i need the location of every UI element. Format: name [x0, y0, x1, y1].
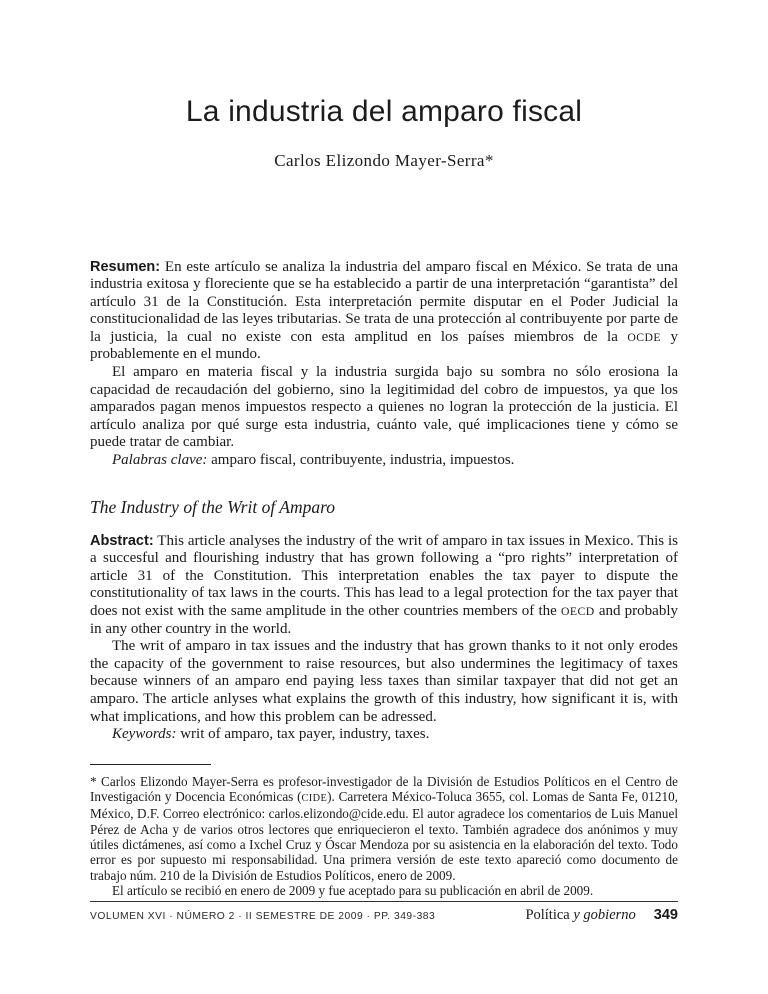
page-number: 349	[653, 907, 678, 923]
article-title: La industria del amparo fiscal	[185, 95, 583, 128]
journal-name-roman: Política	[525, 907, 570, 923]
keywords-line	[90, 726, 678, 744]
page-footer	[90, 901, 678, 924]
palabras-clave-text: amparo fiscal, contribuyente, industria, impuestos.	[207, 452, 515, 469]
resumen-paragraph-1	[90, 259, 678, 365]
resumen-label: Resumen:	[90, 258, 161, 275]
ocde-smallcaps: OCDE	[627, 330, 662, 344]
journal-name-italic: y gobierno	[569, 907, 636, 923]
footer-rule	[90, 901, 678, 902]
resumen-paragraph-2: El amparo en materia fiscal y la industria surgida bajo su sombra no sólo erosiona la capacidad de recaudación del gobierno, sino la legitimidad del cobro de impuestos, ya que los amparados pagan menos impuestos respecto a quienes no logran la protección de la justicia. El artículo analiza por qué surge esta industria, cuánto vale, qué implicaciones tiene y cómo se puede tratar de cambiar.	[90, 364, 678, 451]
footnote-text-b: ). Carretera México-Toluca 3655, col. Lomas de Santa Fe, 01210, México, D.F. Correo electrónico: carlos.elizondo@cide.edu. El autor agradece los comentarios de Luis Manuel Pérez de Acha y de varios otros lectores que enriquecieron el texto. También agradece dos anónimos y muy útiles dictámenes, así como a Ixchel Cruz y Óscar Mendoza por su asistencia en la elaboración del texto. Todo error es por supuesto mi responsabilidad. Una primera versión de este texto apareció como documento de trabajo núm. 210 de la División de Estudios Políticos, enero de 2009.	[90, 789, 678, 883]
cide-smallcaps: CIDE	[301, 793, 328, 805]
english-title: The Industry of the Writ of Amparo	[90, 496, 335, 517]
keywords-text: writ of amparo, tax payer, industry, taxes.	[176, 726, 430, 743]
keywords-label: Keywords:	[112, 726, 177, 743]
english-abstract-section	[90, 533, 678, 744]
abstract-text-b: and probably in any other country in the world.	[90, 603, 679, 637]
palabras-clave-line	[90, 452, 678, 470]
journal-name	[525, 907, 678, 924]
footnote-separator-rule	[90, 764, 211, 765]
abstract-paragraph-1	[90, 533, 678, 639]
abstract-label: Abstract:	[90, 532, 154, 549]
resumen-text-a: En este artículo se analiza la industria del amparo fiscal en México. Se trata de una industria exitosa y floreciente que se ha establecido a partir de una interpretación “garantista” del artículo 31 de la Constitución. Esta interpretación permite disputar en el Poder Judicial la constitucionalidad de las leyes tributarias. Se trata de una protección al contribuyente por parte de la justicia, la cual no existe con esta amplitud en los países miembros de la	[90, 258, 678, 345]
resumen-text-b: y probablemente en el mundo.	[90, 328, 679, 363]
footnote-paragraph-1	[90, 774, 678, 883]
author-name: Carlos Elizondo Mayer-Serra*	[274, 150, 494, 170]
abstract-paragraph-2: The writ of amparo in tax issues and the industry that has grown thanks to it not only erodes the capacity of the government to raise resources, but also undermines the legitimacy of taxes because winners of an amparo end paying less taxes than similar taxpayer that did not get an amparo. The article anlyses what explains the growth of this industry, how significant it is, with what implications, and how this problem can be adressed.	[90, 638, 678, 725]
spanish-abstract-section	[90, 259, 678, 470]
footer-row	[90, 907, 678, 924]
abstract-text-a: This article analyses the industry of the writ of amparo in tax issues in Mexico. This is a succesful and flourishing industry that has grown following a “pro rights” interpretation of article 31 of the Constitution. This interpretation enables the tax payer to dispute the constitutionality of tax laws in the courts. This has lead to a legal protection for the tax payer that does not exist with the same amplitude in the other countries members of the	[90, 532, 678, 619]
oecd-smallcaps: OECD	[560, 605, 595, 618]
volume-issue-info: VOLUMEN XVI · NÚMERO 2 · II SEMESTRE DE 2009 · PP. 349-383	[90, 911, 436, 922]
footnote-paragraph-2: El artículo se recibió en enero de 2009 y fue aceptado para su publicación en abril de 2009.	[112, 882, 594, 898]
palabras-clave-label: Palabras clave:	[112, 452, 208, 469]
footnote-section	[90, 764, 678, 898]
footnote-text-a: * Carlos Elizondo Mayer-Serra es profesor-investigador de la División de Estudios Políticos en el Centro de Investigación y Docencia Económicas (	[90, 773, 678, 805]
